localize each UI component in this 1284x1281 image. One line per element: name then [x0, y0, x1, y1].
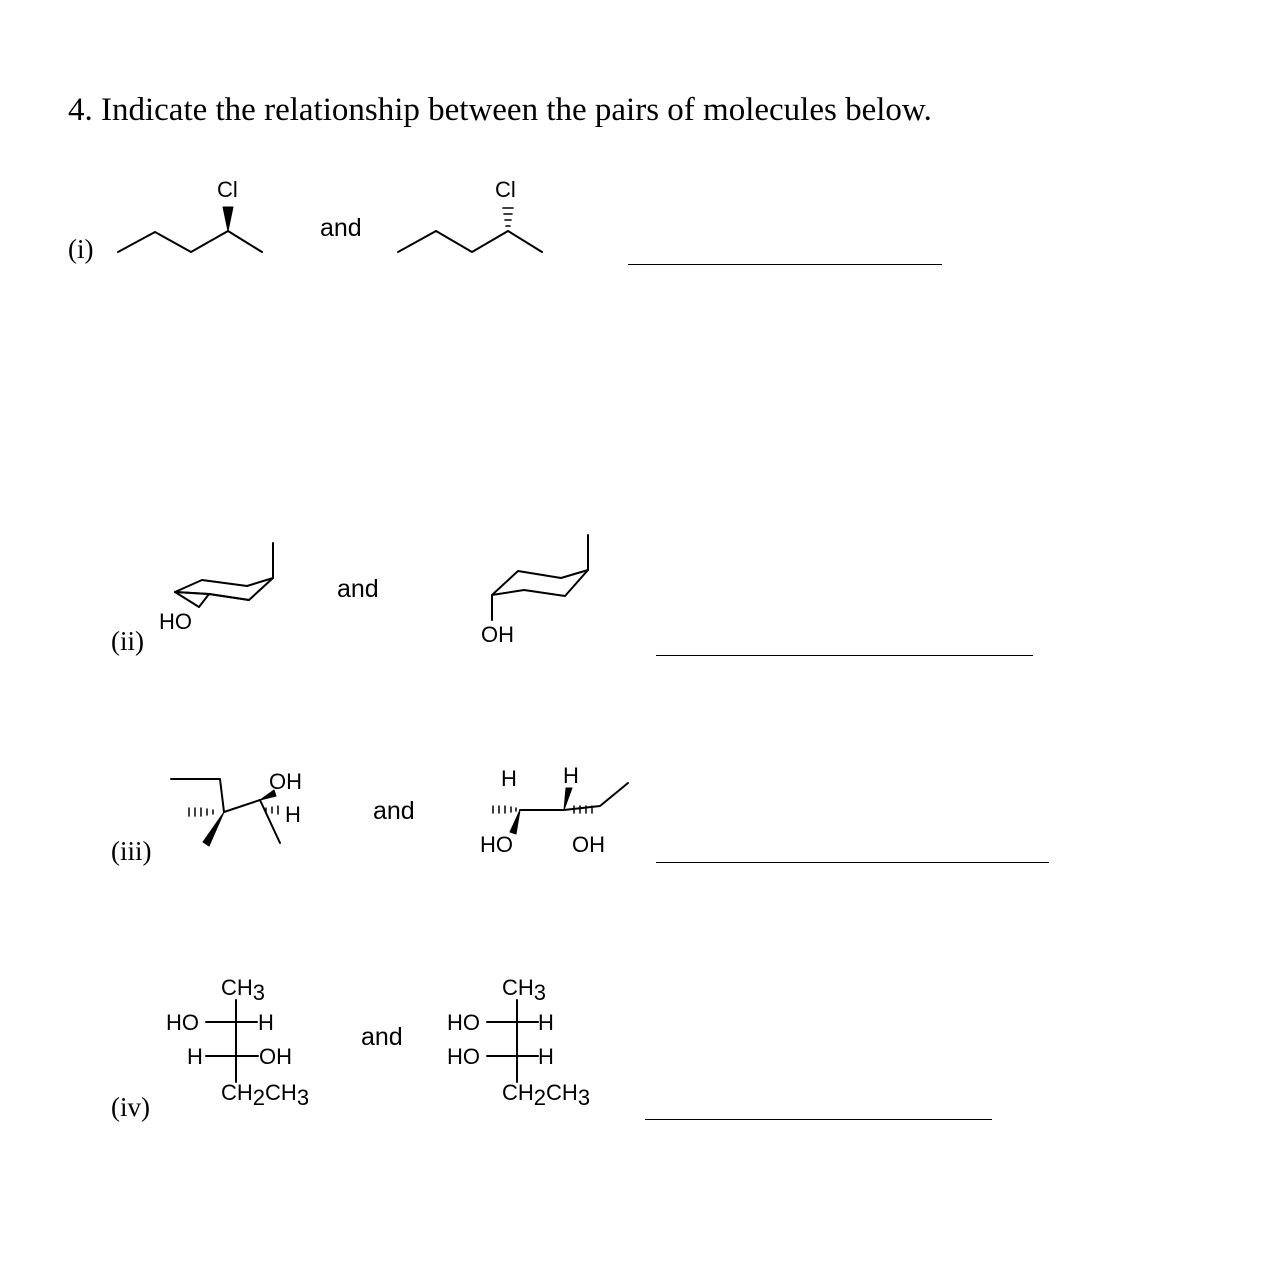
- wedge-bond: [223, 207, 233, 231]
- molecule-i-right: [398, 208, 542, 252]
- part-label-iv: (iv): [111, 1092, 150, 1122]
- atom-ho-r2-iv-right: HO: [447, 1044, 480, 1069]
- and-text-iii: and: [373, 797, 415, 825]
- atom-ho-iii-right: HO: [480, 832, 513, 857]
- part-label-ii: (ii): [111, 626, 144, 656]
- and-text-i: and: [320, 214, 362, 242]
- hashed-bond: [266, 806, 278, 814]
- group-ch2ch3-iv-left: CH2CH3: [221, 1080, 310, 1110]
- atom-oh-ii-right: OH: [481, 622, 514, 647]
- wedge-bond: [510, 810, 520, 834]
- question-heading: 4. Indicate the relationship between the pairs of molecules below.: [68, 92, 932, 128]
- molecule-iv-right: [487, 1000, 538, 1082]
- hashed-bond: [189, 808, 213, 816]
- part-label-i: (i): [68, 234, 94, 264]
- molecule-ii-left: [175, 543, 273, 607]
- atom-ho-r1-iv-right: HO: [447, 1010, 480, 1035]
- atom-cl-i-left: Cl: [217, 177, 238, 202]
- molecule-i-left: [118, 207, 262, 252]
- atom-h-r2-iv-left: H: [187, 1044, 203, 1069]
- molecule-iv-left: [206, 1000, 258, 1082]
- group-ch3-iv-right: CH3: [502, 975, 547, 1005]
- atom-ho-r1-iv-left: HO: [166, 1010, 199, 1035]
- group-ch2ch3-iv-right: CH2CH3: [502, 1080, 591, 1110]
- hashed-bond: [503, 208, 513, 226]
- atom-h-r2-iv-right: H: [538, 1044, 554, 1069]
- atom-h2-iii-right: H: [563, 763, 579, 788]
- atom-oh-iii-right: OH: [572, 832, 605, 857]
- and-text-ii: and: [337, 575, 379, 603]
- atom-h-r1-iv-left: H: [258, 1010, 274, 1035]
- molecule-iii-left: [171, 779, 280, 846]
- atom-cl-i-right: Cl: [495, 177, 516, 202]
- atom-h-r1-iv-right: H: [538, 1010, 554, 1035]
- atom-h-iii-left: H: [285, 802, 301, 827]
- part-label-iii: (iii): [111, 836, 152, 866]
- atom-h1-iii-right: H: [501, 766, 517, 791]
- atom-oh-r2-iv-left: OH: [259, 1044, 292, 1069]
- wedge-bond: [564, 788, 572, 810]
- group-ch3-iv-left: CH3: [221, 975, 266, 1005]
- molecule-ii-right: [492, 535, 588, 620]
- wedge-bond: [203, 812, 224, 846]
- atom-oh-iii-left: OH: [269, 769, 302, 794]
- hashed-bond: [493, 806, 516, 813]
- atom-ho-ii-left: HO: [159, 609, 192, 634]
- and-text-iv: and: [361, 1023, 403, 1051]
